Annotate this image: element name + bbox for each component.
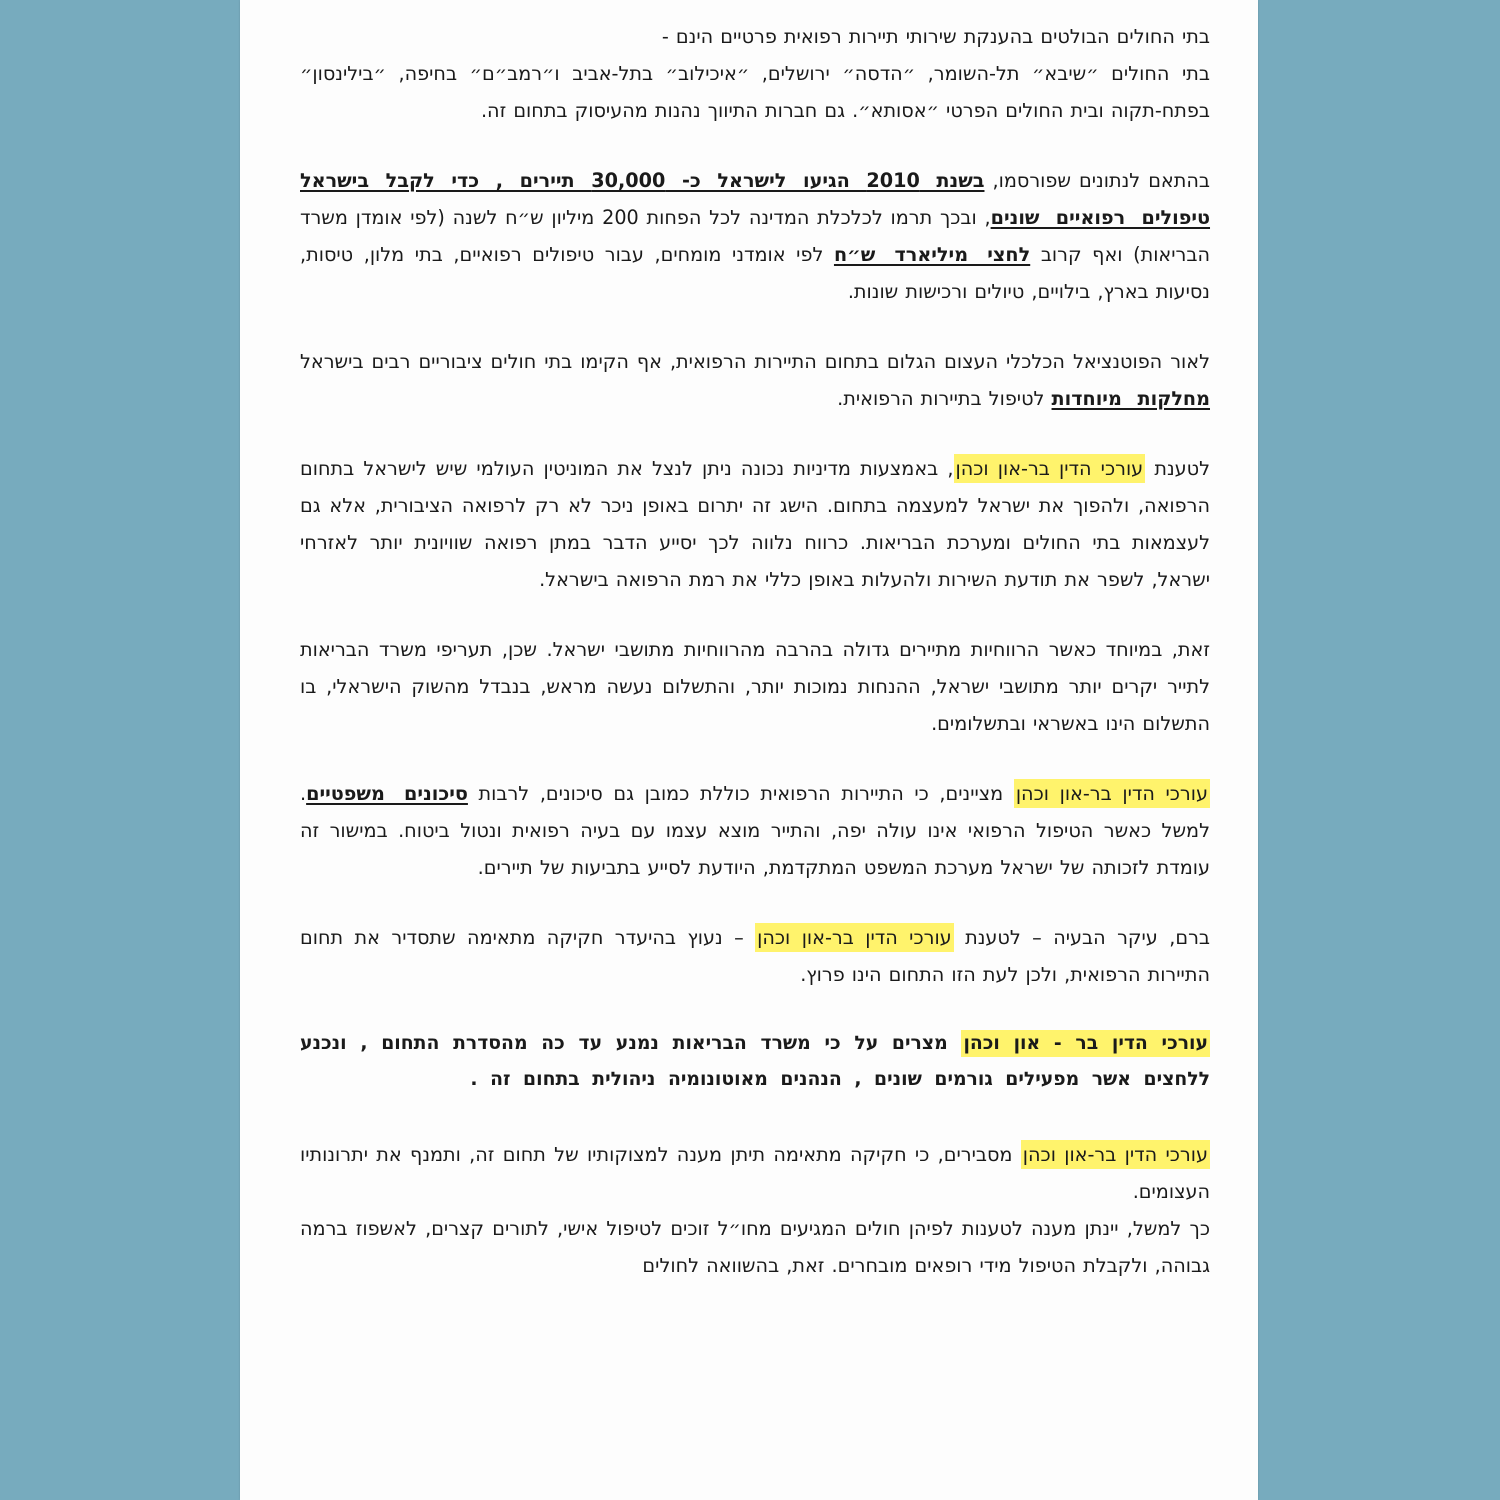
text-segment: , באמצעות מדיניות נכונה ניתן לנצל את המוניטין העולמי שיש לישראל בתחום הרפואה, ולהפוך את ישראל למעצמה בתחום. הישג זה יתרום באופן ניכר לא רק לרפואה הציבורית, אלא גם לעצמאות בתי החולים ומערכת הבריאות. כרווח נלווה לכך יסייע הדבר במתן רפואה שוויונית יותר לאזרחי ישראל, לשפר את תודעת השירות ולהעלות באופן כללי את רמת הרפואה בישראל.	[300, 457, 1210, 591]
document-page	[240, 0, 1258, 1500]
paragraph-hospitals-list: בתי החולים ״שיבא״ תל-השומר, ״הדסה״ ירושלים, ״איכילוב״ בתל-אביב ו״רמב״ם״ בחיפה, ״בילינסון״ בפתח-תקוה ובית החולים הפרטי ״אסותא״. גם חברות התיווך נהנות מהעיסוק בתחום זה.	[300, 62, 1210, 122]
underlined-legal-risks: סיכונים משפטיים	[306, 782, 468, 805]
text-segment: לטיפול בתיירות הרפואית.	[837, 387, 1052, 410]
text-segment: – נעוץ בהיעדר חקיקה מתאימה שתסדיר את תחום התיירות הרפואית, ולכן לעת הזו התחום הינו פרוץ.	[300, 926, 1210, 986]
paragraph-reputation	[300, 450, 1210, 598]
text-segment: בהתאם לנתונים שפורסמו,	[984, 169, 1211, 192]
text-segment: לפי אומדני מומחים, עבור טיפולים רפואיים, בתי מלון, טיסות, נסיעות בארץ, בילויים, טיולים ורכישות שונות.	[300, 243, 1210, 303]
paragraph-legislation	[300, 1136, 1210, 1210]
text-segment: . למשל כאשר הטיפול הרפואי אינו עולה יפה, והתייר מוצא עצמו עם בעיה רפואית ונטול ביטוח. במישור זה עומדת לזכותה של ישראל מערכת המשפט המתקדמת, היודעת לסייע בתביעות של תיירים.	[300, 782, 1210, 879]
paragraph-special-departments	[300, 343, 1210, 417]
paragraph-profitability: זאת, במיוחד כאשר הרווחיות מתיירים גדולה בהרבה מהרווחיות מתושבי ישראל. שכן, תעריפי משרד הבריאות לתייר יקרים יותר מתושבי ישראל, ההנחות נמוכות יותר, והתשלום נעשה מראש, בנבדל מהשוק הישראלי, בו התשלום הינו באשראי ובתשלומים.	[300, 638, 1210, 735]
paragraph-hospitals-intro: בתי החולים הבולטים בהענקת שירותי תיירות רפואית פרטיים הינם -	[661, 25, 1210, 48]
highlighted-law-firm-name: עורכי הדין בר - און וכהן	[961, 1030, 1210, 1057]
text-segment: לאור הפוטנציאל הכלכלי העצום הגלום בתחום התיירות הרפואית, אף הקימו בתי חולים ציבוריים רבים בישראל	[300, 350, 1210, 373]
paragraph-tourist-statistics	[300, 162, 1210, 310]
text-segment: מצרים על כי משרד הבריאות נמנע עד כה מהסדרת התחום , ונכנע ללחצים אשר מפעילים גורמים שונים , הנהנים מאוטונומיה ניהולית בתחום זה .	[300, 1033, 1210, 1090]
underlined-special-departments: מחלקות מיוחדות	[1051, 387, 1210, 410]
paragraph-legal-risks	[300, 775, 1210, 886]
highlighted-law-firm-name: עורכי הדין בר-און וכהן	[1021, 1140, 1210, 1169]
text-segment: ברם, עיקר הבעיה – לטענת	[953, 926, 1210, 949]
paragraph-example: כך למשל, יינתן מענה לטענות לפיהן חולים המגיעים מחו״ל זוכים לטיפול אישי, לתורים קצרים, לאשפוז ברמה גבוהה, ולקבלת הטיפול מידי רופאים מובחרים. זאת, בהשוואה לחולים	[300, 1217, 1210, 1277]
underlined-statistic-tourists: בשנת 2010 הגיעו לישראל כ- 30,000 תיירים , כדי לקבל בישראל טיפולים רפואיים שונים	[300, 169, 1211, 229]
highlighted-law-firm-name: עורכי הדין בר-און וכהן	[755, 923, 954, 952]
paragraph-main-problem	[300, 919, 1210, 993]
text-segment: מציינים, כי התיירות הרפואית כוללת כמובן גם סיכונים, לרבות	[467, 782, 1014, 805]
underlined-half-billion: לחצי מיליארד ש״ח	[833, 243, 1031, 266]
paragraph-ministry-criticism	[300, 1026, 1210, 1098]
document-body	[300, 18, 1210, 1284]
text-segment: מסבירים, כי חקיקה מתאימה תיתן מענה למצוקותיו של תחום זה, ותמנף את יתרונותיו העצומים.	[300, 1143, 1210, 1203]
highlighted-law-firm-name: עורכי הדין בר-און וכהן	[1014, 779, 1210, 808]
highlighted-law-firm-name: עורכי הדין בר-און וכהן	[954, 454, 1146, 483]
text-segment: , ובכך תרמו לכלכלת המדינה לכל הפחות 200 מיליון ש״ח לשנה (לפי אומדן משרד הבריאות) ואף קרוב	[300, 206, 1210, 266]
text-segment: לטענת	[1145, 457, 1210, 480]
